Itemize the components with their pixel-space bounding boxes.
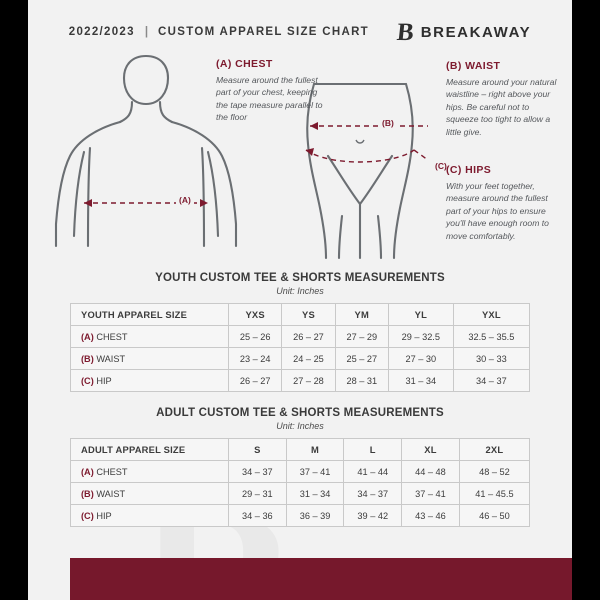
youth-unit: Unit: Inches (276, 286, 324, 296)
header-year: 2022/2023 (68, 26, 135, 38)
youth-row-1-col-2: 24 – 25 (282, 348, 335, 370)
page-header (28, 14, 572, 50)
adult-title: ADULT CUSTOM TEE & SHORTS MEASUREMENTS (156, 407, 444, 419)
adult-row-0-col-5: 48 – 52 (459, 461, 529, 483)
adult-row-0-col-2: 37 – 41 (286, 461, 344, 483)
callout-chest (216, 58, 326, 124)
youth-row-1-tag: (B) (81, 353, 94, 364)
youth-table (70, 303, 530, 392)
adult-row-2-col-1: 34 – 36 (229, 505, 287, 527)
adult-header-1: S (229, 439, 287, 461)
youth-row-0-col-4: 29 – 32.5 (388, 326, 453, 348)
youth-row-2-tag: (C) (81, 375, 94, 386)
adult-row-0-col-1: 34 – 37 (229, 461, 287, 483)
callout-waist-title: (B) WAIST (446, 60, 501, 72)
youth-row-0-col-2: 26 – 27 (282, 326, 335, 348)
adult-row-2-col-5: 46 – 50 (459, 505, 529, 527)
youth-header-3: YM (335, 304, 388, 326)
youth-row-2-col-1: 26 – 27 (229, 370, 282, 392)
adult-header-2: M (286, 439, 344, 461)
adult-section (70, 407, 530, 527)
youth-row-1-col-4: 27 – 30 (388, 348, 453, 370)
adult-header-4: XL (402, 439, 460, 461)
callout-hips-title: (C) HIPS (446, 164, 492, 176)
youth-header-4: YL (388, 304, 453, 326)
adult-row-0-col-3: 41 – 44 (344, 461, 402, 483)
youth-header-5: YXL (453, 304, 529, 326)
youth-row-0-tag: (A) (81, 331, 94, 342)
callout-hips-body: With your feet together, measure around the fullest part of your hips to ensure you'll have enough room to move comfortably. (446, 181, 549, 241)
measurement-diagram (28, 48, 572, 273)
adult-row-1-col-3: 34 – 37 (344, 483, 402, 505)
table-header-row (71, 439, 530, 461)
youth-row-0-label (71, 326, 229, 348)
brand-logo (397, 20, 531, 45)
table-header-row (71, 304, 530, 326)
youth-section (70, 272, 530, 392)
breakaway-b-icon: B (395, 18, 416, 46)
adult-row-0-col-4: 44 – 48 (402, 461, 460, 483)
adult-table (70, 438, 530, 527)
callout-chest-body: Measure around the fullest part of your chest, keeping the tape measure parallel to the floor (216, 75, 323, 123)
adult-row-1-tag: (B) (81, 488, 94, 499)
table-row (71, 326, 530, 348)
adult-row-1-col-2: 31 – 34 (286, 483, 344, 505)
adult-row-1-col-1: 29 – 31 (229, 483, 287, 505)
youth-row-1-col-5: 30 – 33 (453, 348, 529, 370)
brand-name: BREAKAWAY (420, 23, 532, 41)
adult-row-1-name: WAIST (96, 488, 126, 499)
youth-row-0-col-1: 25 – 26 (229, 326, 282, 348)
adult-row-2-col-2: 36 – 39 (286, 505, 344, 527)
adult-row-2-label (71, 505, 229, 527)
youth-header-0: YOUTH APPAREL SIZE (71, 304, 229, 326)
table-row (71, 370, 530, 392)
youth-row-0-col-3: 27 – 29 (335, 326, 388, 348)
youth-title: YOUTH CUSTOM TEE & SHORTS MEASUREMENTS (155, 272, 445, 284)
footer-bar (70, 558, 572, 600)
youth-row-1-col-1: 23 – 24 (229, 348, 282, 370)
adult-header-0: ADULT APPAREL SIZE (71, 439, 229, 461)
youth-row-0-col-5: 32.5 – 35.5 (453, 326, 529, 348)
header-separator: | (144, 26, 149, 38)
youth-row-2-label (71, 370, 229, 392)
youth-row-2-col-5: 34 – 37 (453, 370, 529, 392)
adult-row-2-col-3: 39 – 42 (344, 505, 402, 527)
adult-row-1-col-5: 41 – 45.5 (459, 483, 529, 505)
youth-row-1-name: WAIST (96, 353, 126, 364)
table-row (71, 505, 530, 527)
youth-row-2-col-4: 31 – 34 (388, 370, 453, 392)
youth-row-2-col-2: 27 – 28 (282, 370, 335, 392)
adult-row-0-label (71, 461, 229, 483)
adult-row-2-name: HIP (96, 510, 112, 521)
youth-row-1-col-3: 25 – 27 (335, 348, 388, 370)
hips-tag: (C) (432, 161, 450, 171)
adult-row-1-col-4: 37 – 41 (402, 483, 460, 505)
callout-hips (446, 164, 560, 242)
callout-waist-body: Measure around your natural waistline – right above your hips. Be careful not to squeeze too tight to allow a little give. (446, 77, 557, 137)
callout-chest-title: (A) CHEST (216, 58, 273, 70)
youth-row-2-col-3: 28 – 31 (335, 370, 388, 392)
chart-sheet (28, 0, 572, 600)
youth-header-1: YXS (229, 304, 282, 326)
page-title: CUSTOM APPAREL SIZE CHART (158, 26, 370, 38)
adult-row-0-name: CHEST (96, 466, 128, 477)
adult-row-2-col-4: 43 – 46 (402, 505, 460, 527)
youth-row-0-name: CHEST (96, 331, 128, 342)
adult-row-2-tag: (C) (81, 510, 94, 521)
adult-unit: Unit: Inches (276, 421, 324, 431)
adult-row-1-label (71, 483, 229, 505)
chest-tag: (A) (176, 195, 194, 205)
youth-header-2: YS (282, 304, 335, 326)
adult-row-0-tag: (A) (81, 466, 94, 477)
table-row (71, 461, 530, 483)
waist-tag: (B) (379, 118, 397, 128)
callout-waist (446, 60, 560, 138)
table-row (71, 483, 530, 505)
youth-row-2-name: HIP (96, 375, 112, 386)
table-row (71, 348, 530, 370)
youth-row-1-label (71, 348, 229, 370)
adult-header-3: L (344, 439, 402, 461)
adult-header-5: 2XL (459, 439, 529, 461)
